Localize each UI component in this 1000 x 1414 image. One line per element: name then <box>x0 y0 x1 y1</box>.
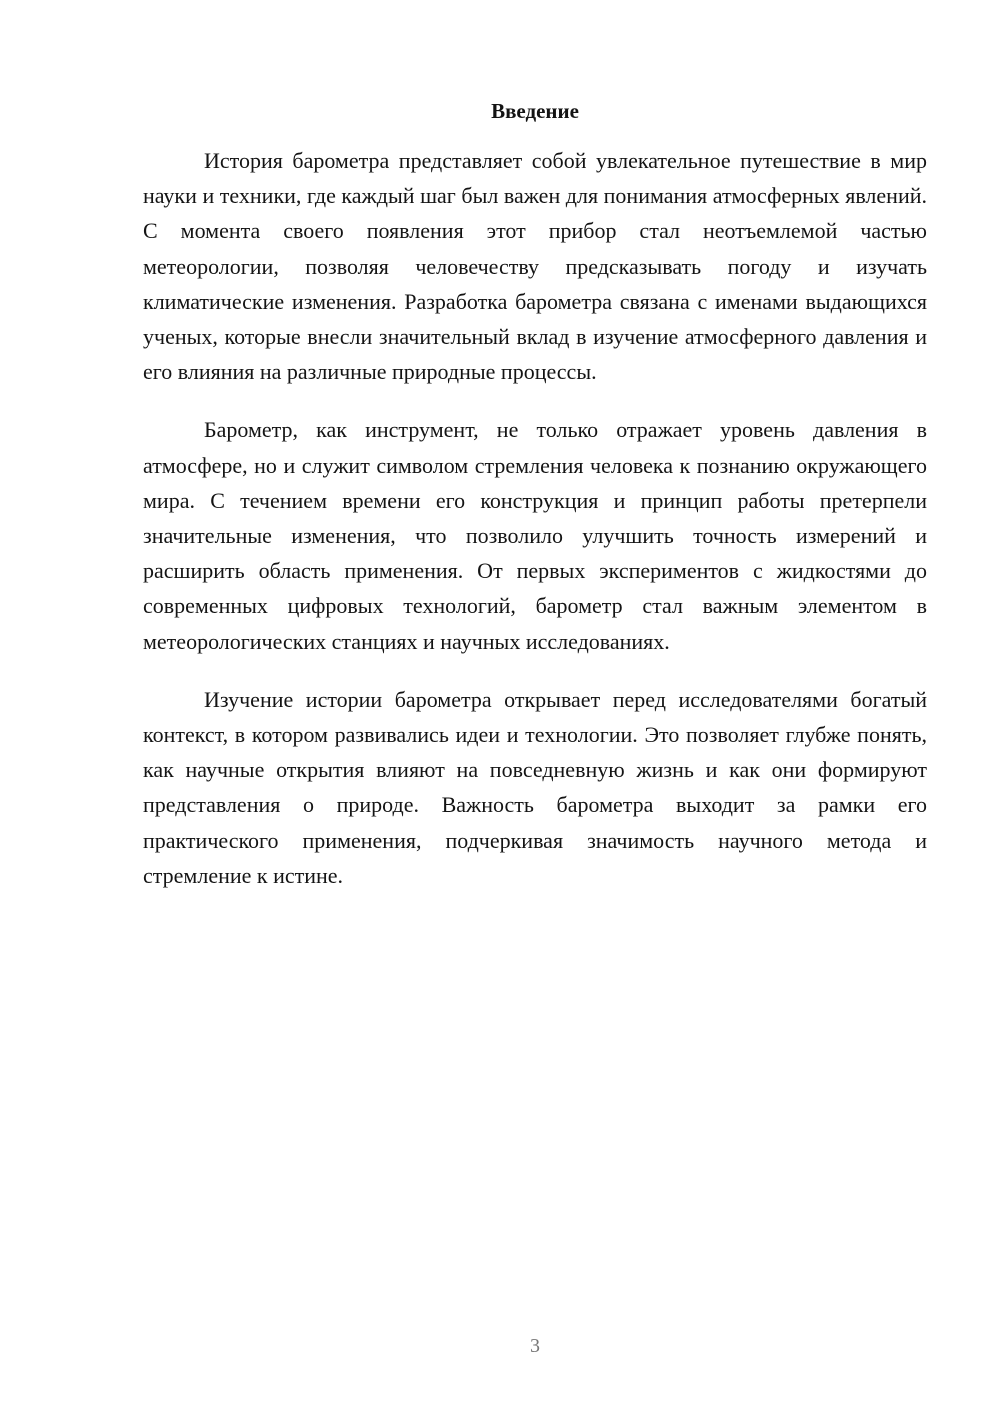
body-text <box>143 143 927 916</box>
paragraph-3: Изучение истории барометра открывает перед исследователями богатый контекст, в котором развивались идеи и технологии. Это позволяет глубже понять, как научные открытия влияют на повседневную жизнь и как они формируют представления о природе. Важность барометра выходит за рамки его практического применения, подчеркивая значимость научного метода и стремление к истине. <box>143 686 927 888</box>
page-number: 3 <box>530 1335 540 1357</box>
section-heading: Введение <box>491 99 579 123</box>
paragraph-2: Барометр, как инструмент, не только отражает уровень давления в атмосфере, но и служит символом стремления человека к познанию окружающего мира. С течением времени его конструкция и принцип работы претерпели значительные изменения, что позволило улучшить точность измерений и расширить область применения. От первых экспериментов с жидкостями до современных цифровых технологий, барометр стал важным элементом в метеорологических станциях и научных исследованиях. <box>143 417 927 654</box>
paragraph-1: История барометра представляет собой увлекательное путешествие в мир науки и техники, где каждый шаг был важен для понимания атмосферных явлений. С момента своего появления этот прибор стал неотъемлемой частью метеорологии, позволяя человечеству предсказывать погоду и изучать климатические изменения. Разработка барометра связана с именами выдающихся ученых, которые внесли значительный вклад в изучение атмосферного давления и его влияния на различные природные процессы. <box>143 148 927 385</box>
